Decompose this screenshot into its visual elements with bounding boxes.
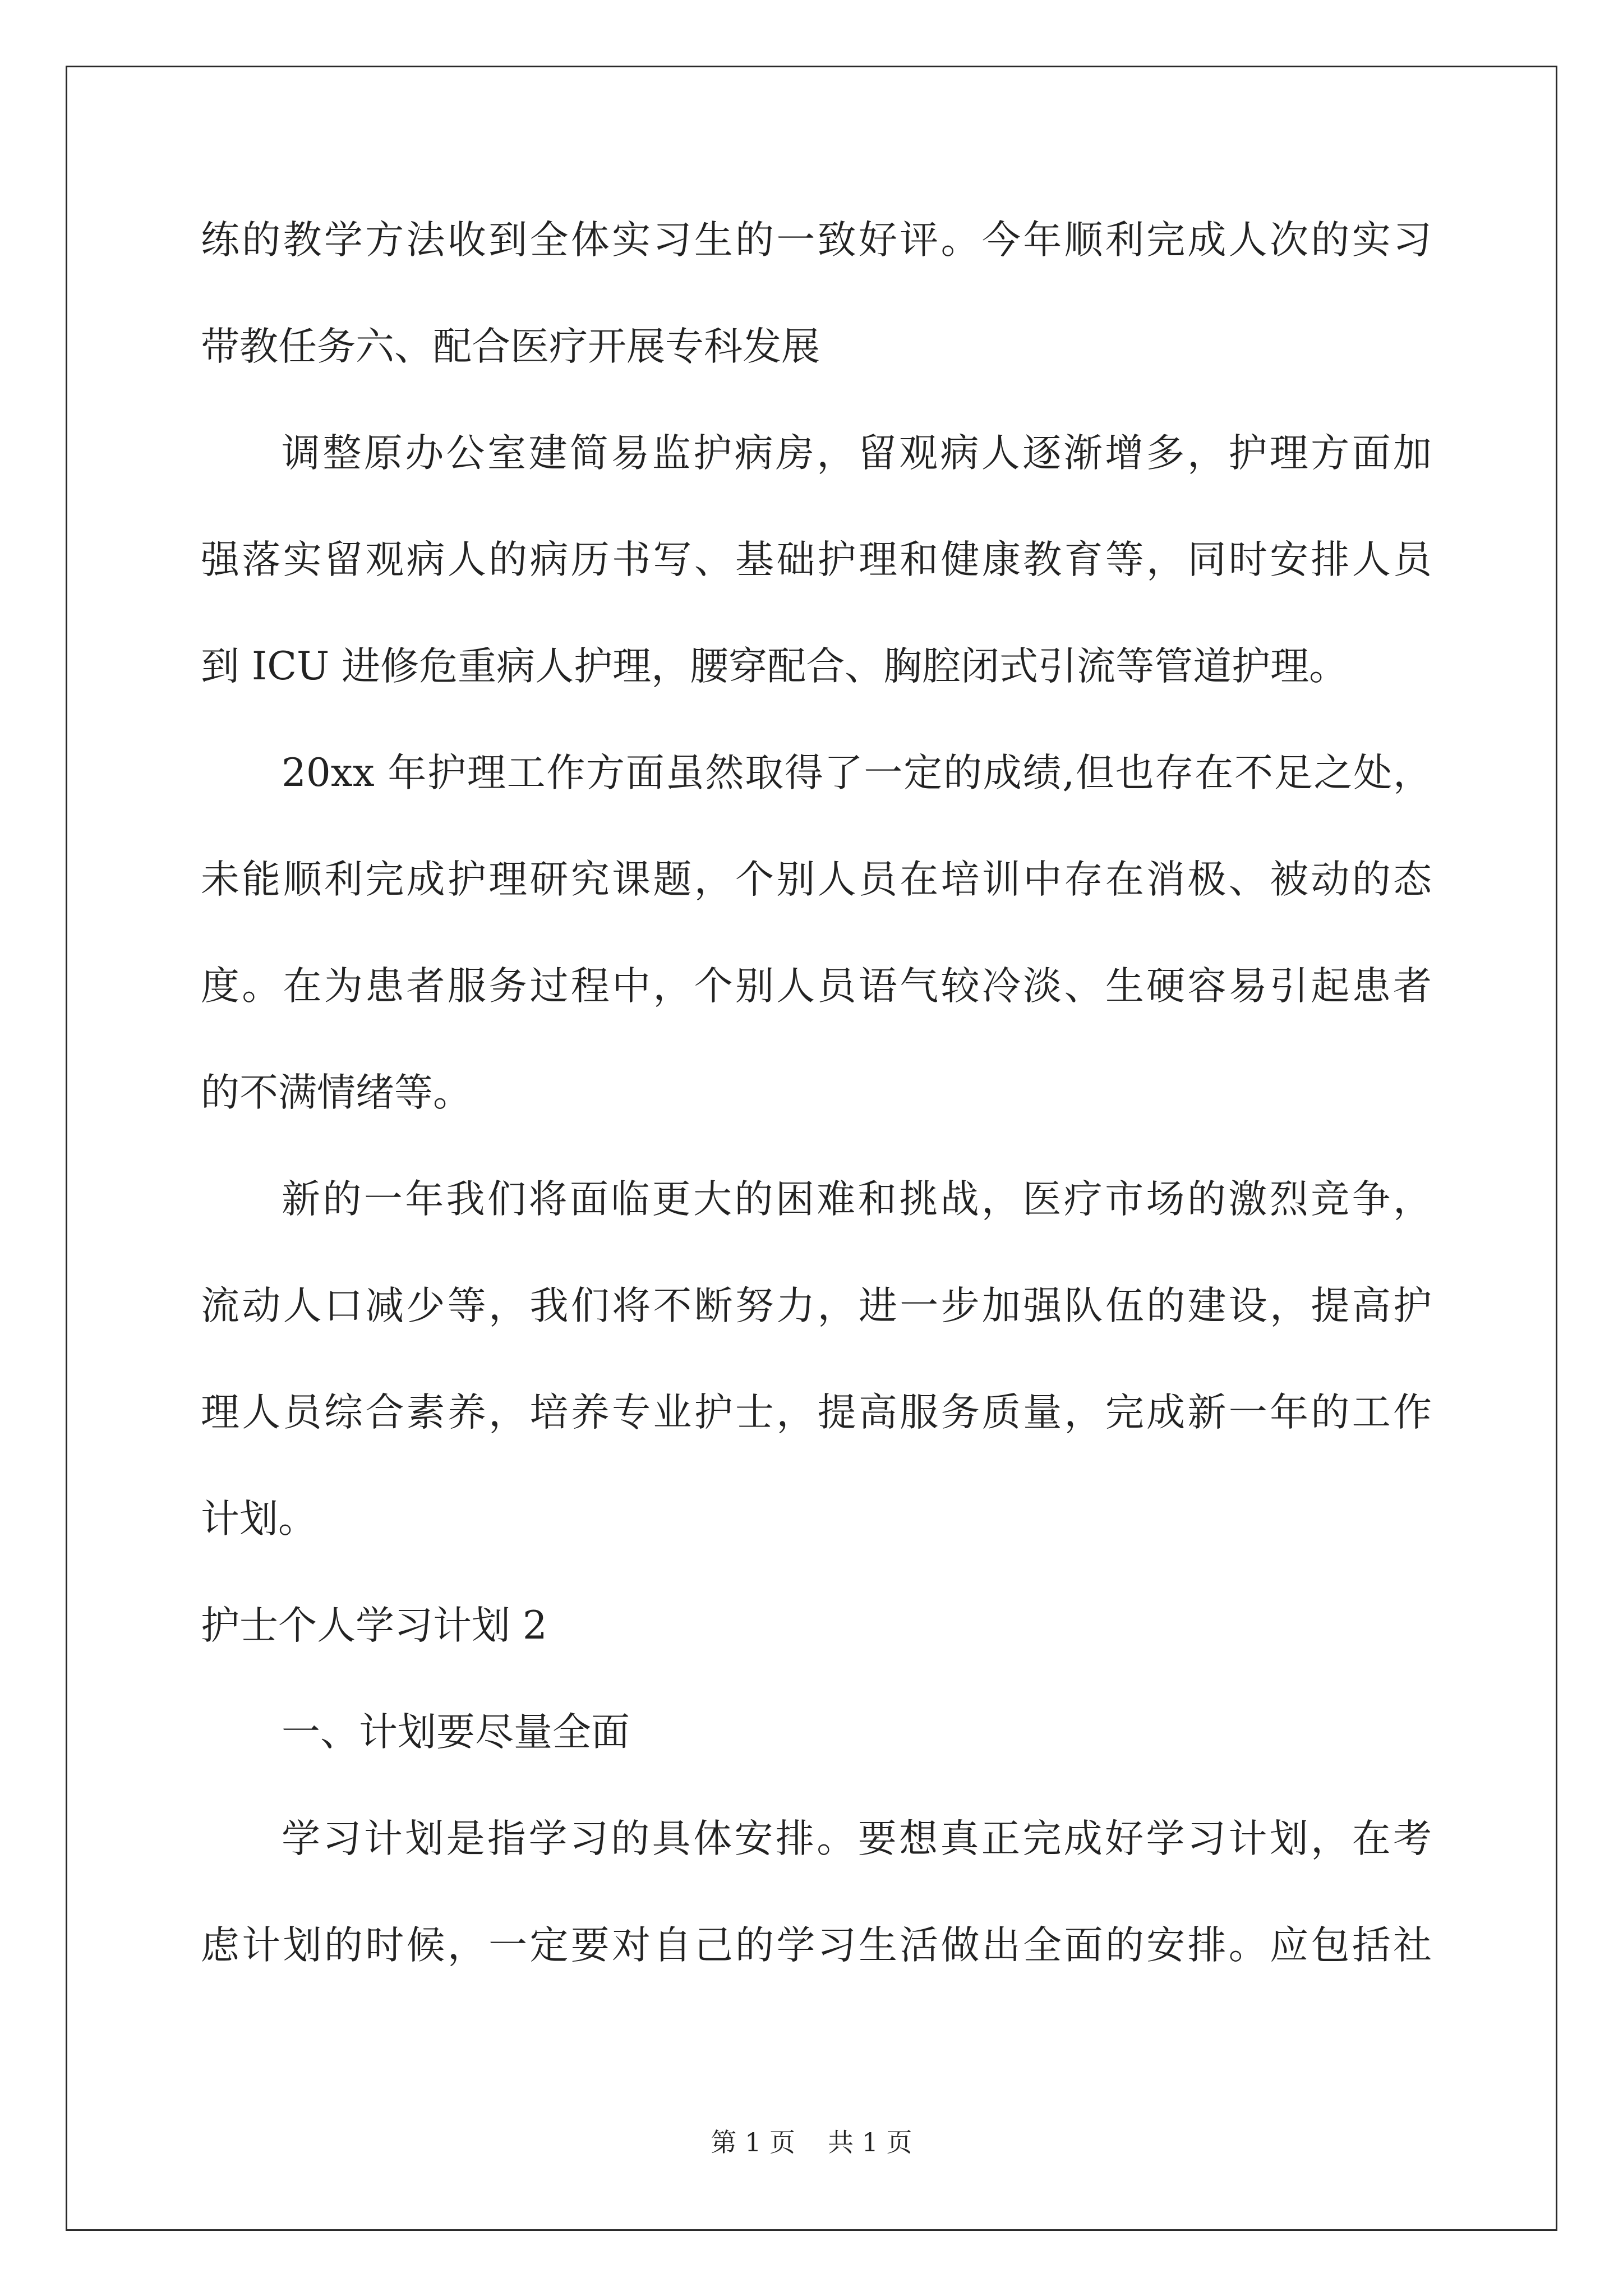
text-line-4: 强落实留观病人的病历书写、基础护理和健康教育等，同时安排人员 (201, 537, 1432, 582)
page-number: 第 1 页 (711, 2127, 795, 2157)
page-border (66, 66, 1557, 2231)
text-line-11: 流动人口减少等，我们将不断努力，进一步加强队伍的建设，提高护 (201, 1283, 1432, 1328)
text-line-1: 练的教学方法收到全体实习生的一致好评。今年顺利完成人次的实习 (201, 218, 1432, 263)
text-line-12: 理人员综合素养，培养专业护士，提高服务质量，完成新一年的工作 (201, 1390, 1432, 1435)
page-footer (0, 2128, 1623, 2157)
section-title: 护士个人学习计划 2 (201, 1603, 547, 1648)
text-line-9: 的不满情绪等。 (201, 1070, 472, 1115)
text-line-6: 20xx 年护理工作方面虽然取得了一定的成绩,但也存在不足之处， (282, 751, 1432, 795)
text-line-7: 未能顺利完成护理研究课题，个别人员在培训中存在消极、被动的态 (201, 857, 1432, 902)
text-line-5: 到 ICU 进修危重病人护理，腰穿配合、胸腔闭式引流等管道护理。 (201, 644, 1348, 689)
subsection-heading: 一、计划要尽量全面 (282, 1710, 630, 1755)
text-line-3: 调整原办公室建简易监护病房，留观病人逐渐增多，护理方面加 (282, 431, 1432, 476)
text-line-17: 虑计划的时候，一定要对自己的学习生活做出全面的安排。应包括社 (201, 1923, 1432, 1968)
text-line-2: 带教任务六、配合医疗开展专科发展 (201, 324, 820, 369)
page-total: 共 1 页 (828, 2127, 912, 2157)
text-line-16: 学习计划是指学习的具体安排。要想真正完成好学习计划，在考 (282, 1816, 1432, 1861)
text-line-10: 新的一年我们将面临更大的困难和挑战，医疗市场的激烈竞争， (282, 1177, 1432, 1222)
text-line-13: 计划。 (201, 1497, 317, 1542)
text-line-8: 度。在为患者服务过程中，个别人员语气较冷淡、生硬容易引起患者 (201, 964, 1432, 1009)
